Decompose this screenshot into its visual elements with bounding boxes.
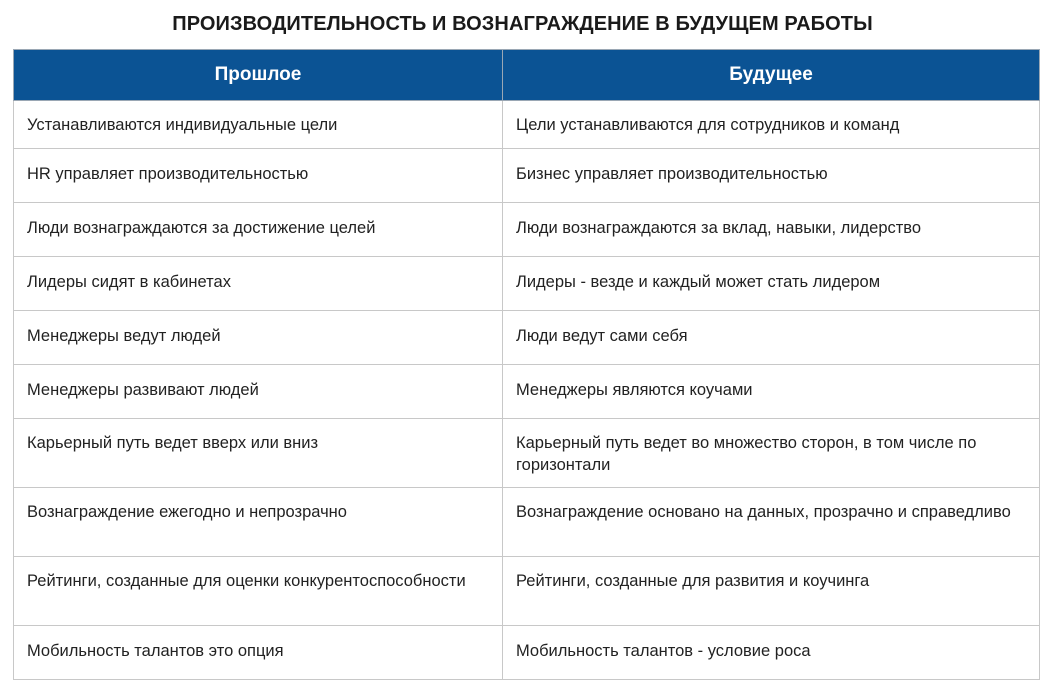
past-cell: Карьерный путь ведет вверх или вниз	[14, 419, 503, 488]
table-row	[14, 626, 1040, 680]
table-row	[14, 311, 1040, 365]
table-row	[14, 203, 1040, 257]
past-cell: Лидеры сидят в кабинетах	[14, 257, 503, 311]
future-cell: Бизнес управляет производительностью	[503, 149, 1040, 203]
future-cell: Рейтинги, созданные для развития и коучинга	[503, 557, 1040, 626]
future-cell: Мобильность талантов - условие роса	[503, 626, 1040, 680]
future-cell: Лидеры - везде и каждый может стать лидером	[503, 257, 1040, 311]
past-cell: Вознаграждение ежегодно и непрозрачно	[14, 488, 503, 557]
past-cell: Рейтинги, созданные для оценки конкурентоспособности	[14, 557, 503, 626]
table-row	[14, 149, 1040, 203]
past-cell: HR управляет производительностью	[14, 149, 503, 203]
page-title: ПРОИЗВОДИТЕЛЬНОСТЬ И ВОЗНАГРАЖДЕНИЕ В БУДУЩЕМ РАБОТЫ	[172, 13, 873, 35]
table-row	[14, 557, 1040, 626]
future-cell: Карьерный путь ведет во множество сторон, в том числе по горизонтали	[503, 419, 1040, 488]
column-header-future: Будущее	[503, 50, 1040, 101]
table-row	[14, 257, 1040, 311]
past-cell: Менеджеры развивают людей	[14, 365, 503, 419]
table-row	[14, 419, 1040, 488]
future-cell: Люди ведут сами себя	[503, 311, 1040, 365]
table-header-row	[14, 50, 1040, 101]
column-header-past: Прошлое	[14, 50, 503, 101]
past-cell: Люди вознаграждаются за достижение целей	[14, 203, 503, 257]
table-row	[14, 365, 1040, 419]
comparison-table	[13, 49, 1040, 680]
future-cell: Вознаграждение основано на данных, прозрачно и справедливо	[503, 488, 1040, 557]
table-row	[14, 488, 1040, 557]
table-row	[14, 101, 1040, 149]
future-cell: Цели устанавливаются для сотрудников и команд	[503, 101, 1040, 149]
past-cell: Устанавливаются индивидуальные цели	[14, 101, 503, 149]
past-cell: Мобильность талантов это опция	[14, 626, 503, 680]
future-cell: Люди вознаграждаются за вклад, навыки, лидерство	[503, 203, 1040, 257]
future-cell: Менеджеры являются коучами	[503, 365, 1040, 419]
past-cell: Менеджеры ведут людей	[14, 311, 503, 365]
